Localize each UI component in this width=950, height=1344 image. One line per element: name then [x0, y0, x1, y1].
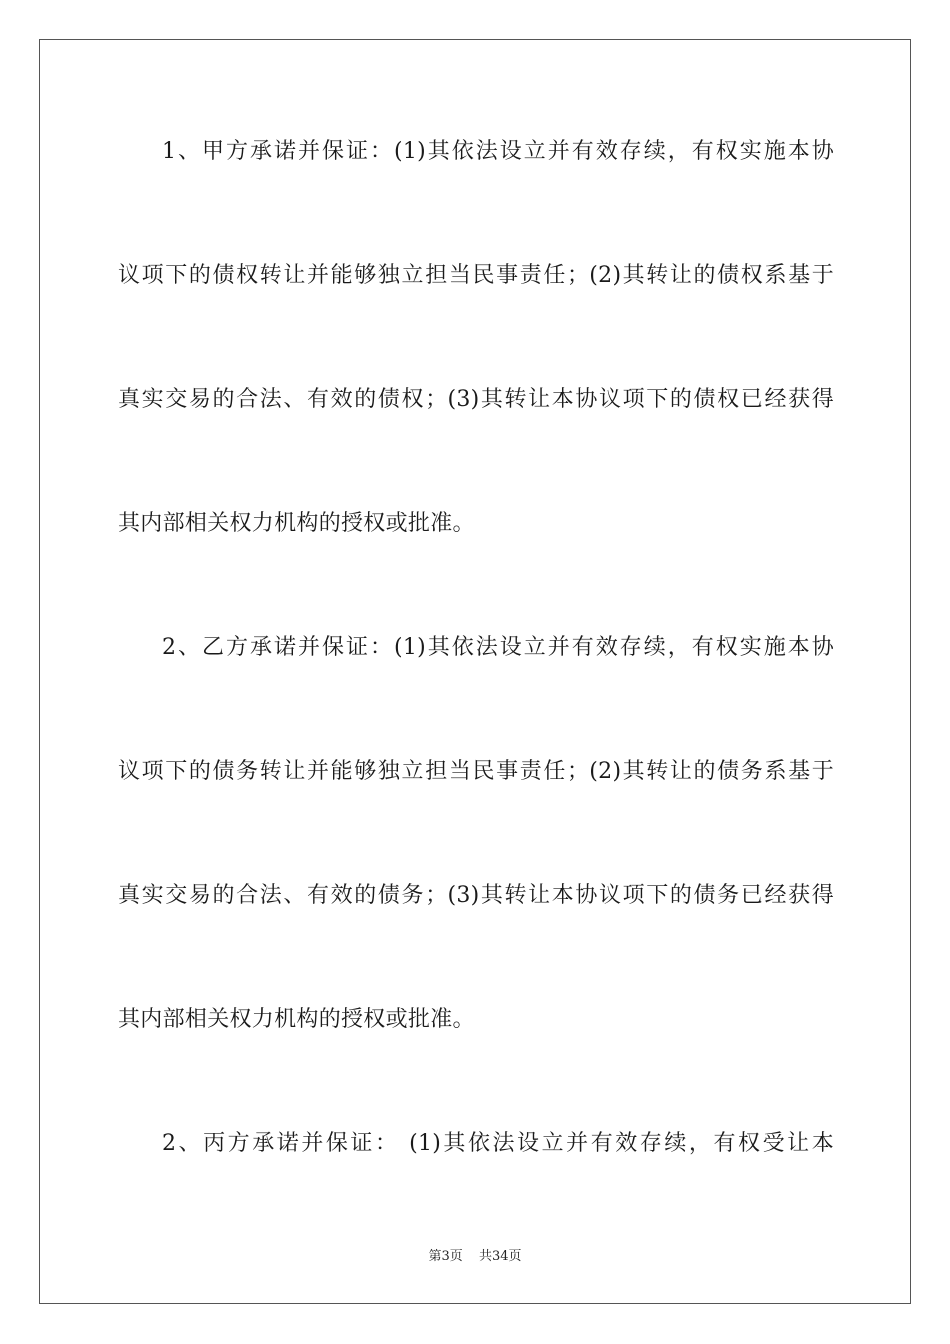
page-total: 共34页 — [478, 1249, 522, 1264]
paragraph-1-line-3: 真实交易的合法、有效的债权；(3)其转让本协议项下的债权已经获得 — [118, 387, 834, 412]
page-border — [39, 39, 911, 1304]
page-number: 第3页 — [428, 1249, 463, 1264]
page-footer — [0, 1248, 950, 1266]
paragraph-2-line-3: 真实交易的合法、有效的债务；(3)其转让本协议项下的债务已经获得 — [118, 883, 834, 908]
paragraph-2-line-4: 其内部相关权力机构的授权或批准。 — [118, 1007, 475, 1032]
paragraph-1-line-4: 其内部相关权力机构的授权或批准。 — [118, 511, 475, 536]
paragraph-1-line-1: 1、甲方承诺并保证：(1)其依法设立并有效存续，有权实施本协 — [162, 139, 834, 164]
paragraph-2-line-1: 2、乙方承诺并保证：(1)其依法设立并有效存续，有权实施本协 — [162, 635, 834, 660]
paragraph-3-line-1: 2、丙方承诺并保证： (1)其依法设立并有效存续，有权受让本 — [162, 1131, 834, 1156]
paragraph-2-line-2: 议项下的债务转让并能够独立担当民事责任；(2)其转让的债务系基于 — [118, 759, 834, 784]
paragraph-1-line-2: 议项下的债权转让并能够独立担当民事责任；(2)其转让的债权系基于 — [118, 263, 834, 288]
